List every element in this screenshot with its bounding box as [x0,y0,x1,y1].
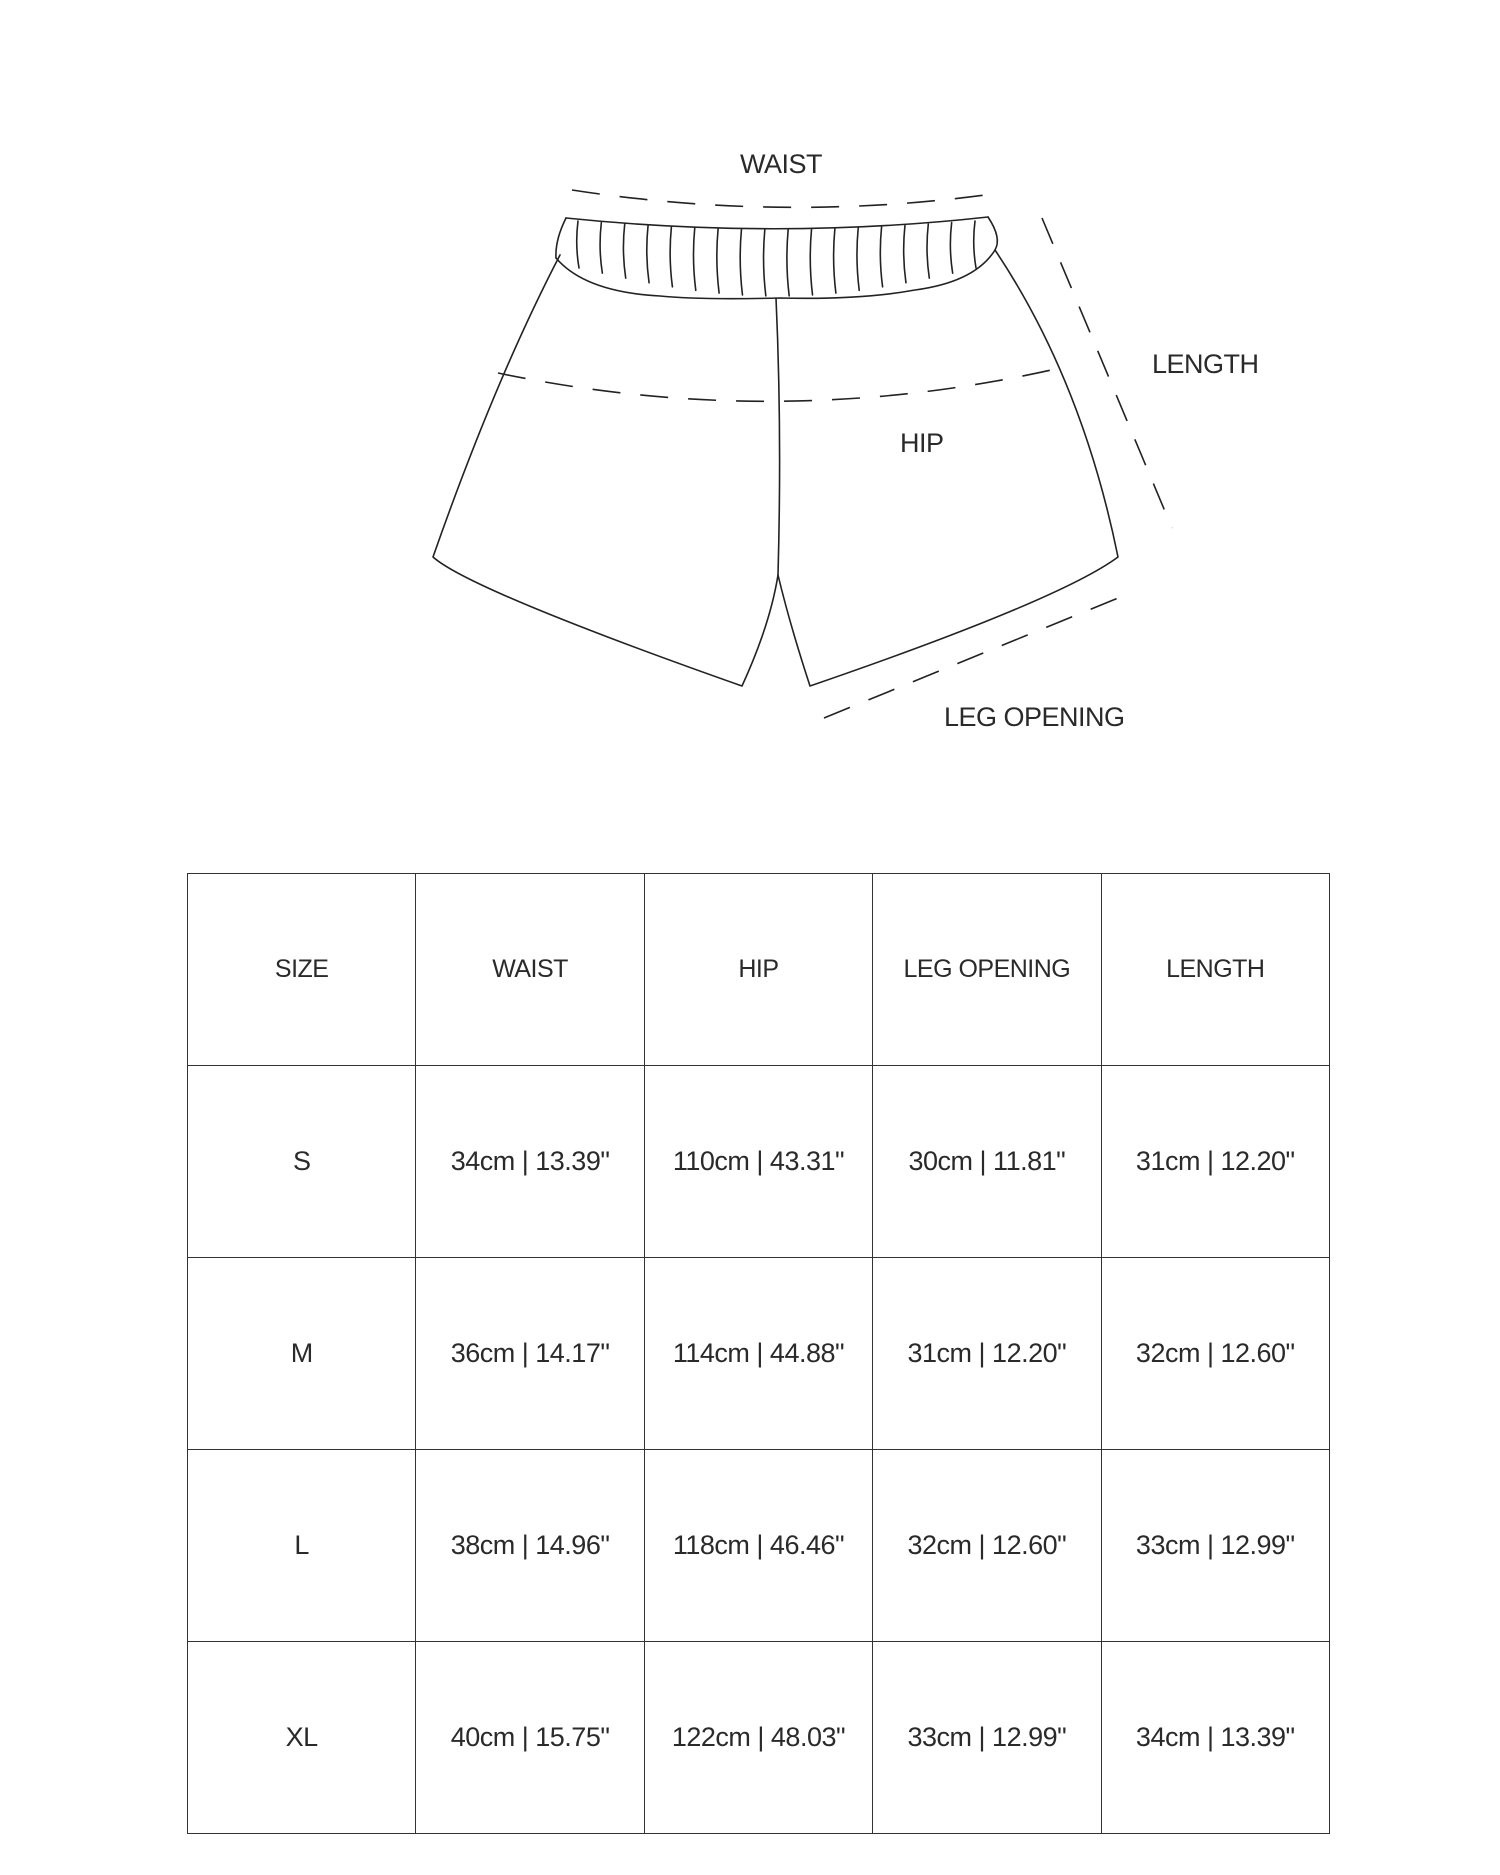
waist-label: WAIST [740,149,822,179]
table-row [188,1642,1330,1834]
measurement-cell: 31cm | 12.20" [873,1258,1101,1450]
measurement-cell: 110cm | 43.31" [644,1066,872,1258]
rib-line [670,227,672,287]
waistband-top [566,217,988,229]
rib-line [904,225,906,282]
rib-line [693,228,695,291]
rib-line [927,224,929,278]
measurement-cell: 122cm | 48.03" [644,1642,872,1834]
rib-line [857,228,859,291]
leg-opening-label: LEG OPENING [944,702,1125,732]
column-header: WAIST [416,874,644,1066]
waist-guide-line [572,190,985,207]
size-cell: XL [188,1642,416,1834]
measurement-cell: 118cm | 46.46" [644,1450,872,1642]
rib-line [810,229,812,295]
measurement-cell: 33cm | 12.99" [873,1642,1101,1834]
column-header: HIP [644,874,872,1066]
measurement-cell: 34cm | 13.39" [416,1066,644,1258]
table-row [188,1450,1330,1642]
table-row [188,1258,1330,1450]
measurement-cell: 31cm | 12.20" [1101,1066,1329,1258]
measurement-cell: 38cm | 14.96" [416,1450,644,1642]
shorts-measurement-diagram [0,0,1500,800]
size-cell: L [188,1450,416,1642]
size-cell: M [188,1258,416,1450]
measurement-cell: 114cm | 44.88" [644,1258,872,1450]
hip-label: HIP [900,428,944,458]
waistband-right-end [988,217,997,250]
rib-line [950,223,952,274]
size-cell: S [188,1066,416,1258]
rib-line [717,229,719,294]
measurement-cell: 40cm | 15.75" [416,1642,644,1834]
measurement-cell: 32cm | 12.60" [1101,1258,1329,1450]
rib-line [974,221,976,268]
measurement-cell: 30cm | 11.81" [873,1066,1101,1258]
length-label: LENGTH [1152,349,1259,379]
rib-line [623,224,625,278]
rib-line [600,223,602,274]
table-header-row [188,874,1330,1066]
center-seam [776,298,780,575]
rib-line [787,229,789,296]
measurement-cell: 34cm | 13.39" [1101,1642,1329,1834]
column-header: LENGTH [1101,874,1329,1066]
table-row [188,1066,1330,1258]
size-chart-table [187,873,1330,1834]
rib-line [764,229,766,296]
rib-line [740,229,742,295]
column-header: SIZE [188,874,416,1066]
rib-line [647,225,649,282]
rib-line [834,229,836,294]
shorts-body-outline [433,250,1118,686]
leg-opening-guide-line [824,594,1128,718]
waistband-ribbing [577,221,976,296]
measurement-cell: 32cm | 12.60" [873,1450,1101,1642]
rib-line [880,227,882,287]
column-header: LEG OPENING [873,874,1101,1066]
measurement-cell: 36cm | 14.17" [416,1258,644,1450]
measurement-cell: 33cm | 12.99" [1101,1450,1329,1642]
rib-line [577,221,579,268]
waistband-left-end [556,218,566,258]
